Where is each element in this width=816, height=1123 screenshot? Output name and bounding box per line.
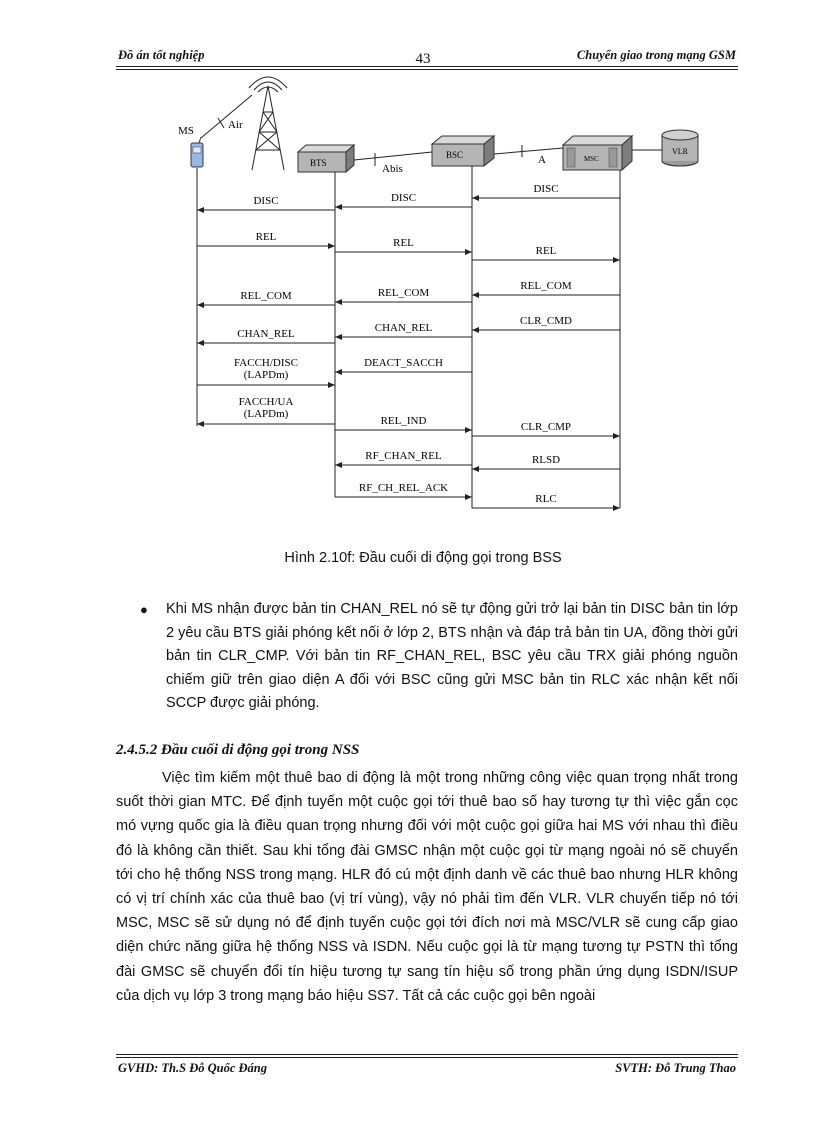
message-arrow	[197, 290, 335, 308]
message-label: DEACT_SACCH	[364, 357, 443, 369]
figure-caption: Hình 2.10f: Đầu cuối di động gọi trong BSS	[284, 550, 562, 566]
message-arrow	[472, 315, 620, 333]
bullet-text: Khi MS nhận được bản tin CHAN_REL nó sẽ tự động gửi trở lại bản tin DISC bản tin lớp 2 yêu cầu BTS giải phóng kết nối ở lớp 2, BTS nhận và đáp trả bản tin UA, đồng thời gửi bản tin CLR_CMP. Với bản tin RF_CHAN_REL, BSC yêu cầu TRX giải phóng nguồn chiếm giữ trên giao diện A đối với BSC cũng gửi MSC bản tin RLC xác nhận kết nối SCCP được giải phóng.	[166, 601, 738, 712]
message-arrow	[472, 183, 620, 201]
message-label: FACCH/DISC	[234, 357, 298, 369]
body-paragraph: Việc tìm kiếm một thuê bao di động là một trong những công việc quan trọng nhất trong suốt thời gian MTC. Để định tuyến một cuộc gọi tới thuê bao số hay tương tự thì việc gắn cọc mó vựng quốc gia là điều quan trọng nhưng đối với một cuộc gọi giữa hai MS với nhau thì điều đó là không cần thiết. Sau khi tổng đài GMSC nhận một cuộc gọi từ mạng ngoài nó sẽ chuyển tới cho hệ thống NSS trong mạng. HLR đó cú một định danh về các thuê bao nhưng HLR không có vị trí chính xác của thuê bao (vị trí vùng), vậy nó phải tìm đến VLR. VLR chuyển tiếp nó tới MSC, MSC sẽ sử dụng nó để định tuyến cuộc gọi tới đích nơi mà MSC/VLR sẽ cung cấp giao diện chức năng giữa hệ thống NSS và ISDN. Nếu cuộc gọi là từ mạng tương tự PSTN thì tổng đài GMSC sẽ chuyển đổi tín hiệu tương tự sang tín hiệu số trong phần ứng dụng ISDN/ISUP của dịch vụ lớp 3 trong mạng báo hiệu SS7. Tất cả các cuộc gọi bên ngoài	[116, 770, 738, 1004]
message-label: CHAN_REL	[237, 328, 295, 340]
message-label: REL_IND	[380, 415, 427, 427]
footer-left: GVHD: Th.S Đỗ Quốc Đáng	[118, 1061, 267, 1075]
header-left: Đồ án tốt nghiệp	[118, 48, 205, 62]
message-label: RLSD	[531, 454, 561, 466]
message-label: RF_CHAN_REL	[365, 450, 442, 462]
message-arrow	[335, 192, 472, 210]
section-heading: 2.4.5.2 Đầu cuối di động gọi trong NSS	[116, 742, 360, 758]
abis-label: Abis	[382, 163, 403, 175]
footer-rule-2	[116, 1057, 738, 1058]
message-label: FACCH/UA	[238, 396, 294, 408]
message-label: DISC	[253, 195, 279, 207]
message-label: REL_COM	[520, 280, 572, 292]
bss-signaling-diagram	[160, 70, 720, 520]
message-arrow	[197, 231, 335, 249]
msc-box	[563, 136, 632, 170]
message-arrow	[472, 245, 620, 263]
bullet-item	[140, 598, 738, 716]
message-label: CLR_CMP	[520, 421, 572, 433]
ms-label: MS	[178, 125, 194, 137]
message-label: DISC	[533, 183, 559, 195]
message-arrow	[472, 454, 620, 472]
msc-label: MSC	[584, 155, 599, 163]
message-arrow	[335, 357, 472, 375]
message-label: CLR_CMD	[520, 315, 572, 327]
message-arrow	[472, 280, 620, 298]
bullet-icon: ●	[140, 602, 148, 617]
page-number: 43	[415, 51, 431, 67]
message-arrow	[335, 287, 472, 305]
message-label: REL	[535, 245, 557, 257]
message-label: RF_CH_REL_ACK	[358, 482, 449, 494]
air-label: Air	[228, 119, 243, 131]
message-arrow	[197, 328, 335, 346]
message-arrow	[335, 450, 472, 468]
message-arrow	[197, 195, 335, 213]
header-right: Chuyển giao trong mạng GSM	[576, 48, 736, 62]
message-sublabel: (LAPDm)	[243, 408, 289, 420]
a-link	[494, 148, 563, 154]
message-arrow	[472, 421, 620, 439]
message-arrow	[197, 357, 335, 388]
header-rule	[116, 66, 738, 67]
message-arrow	[335, 482, 472, 500]
message-arrow	[335, 415, 472, 433]
antenna-tower-icon	[249, 77, 287, 170]
message-arrow	[472, 493, 620, 511]
message-label: RLC	[535, 493, 557, 505]
footer-right: SVTH: Đỗ Trung Thao	[615, 1061, 736, 1075]
air-link	[201, 95, 252, 138]
message-sublabel: (LAPDm)	[243, 369, 289, 381]
message-label: REL	[393, 237, 414, 249]
message-label: REL_COM	[240, 290, 292, 302]
bts-label: BTS	[310, 158, 327, 168]
ms-phone-icon	[191, 137, 203, 167]
bsc-label: BSC	[446, 150, 464, 160]
footer-rule	[116, 1054, 738, 1055]
message-arrow	[335, 322, 472, 340]
message-label: REL	[255, 231, 277, 243]
message-label: REL_COM	[377, 287, 430, 299]
message-arrow	[335, 237, 472, 255]
a-label: A	[538, 154, 546, 166]
vlr-label: VLR	[672, 147, 688, 156]
message-label: CHAN_REL	[374, 322, 433, 334]
message-label: DISC	[390, 192, 417, 204]
message-arrow	[197, 396, 335, 427]
abis-link	[354, 152, 432, 160]
